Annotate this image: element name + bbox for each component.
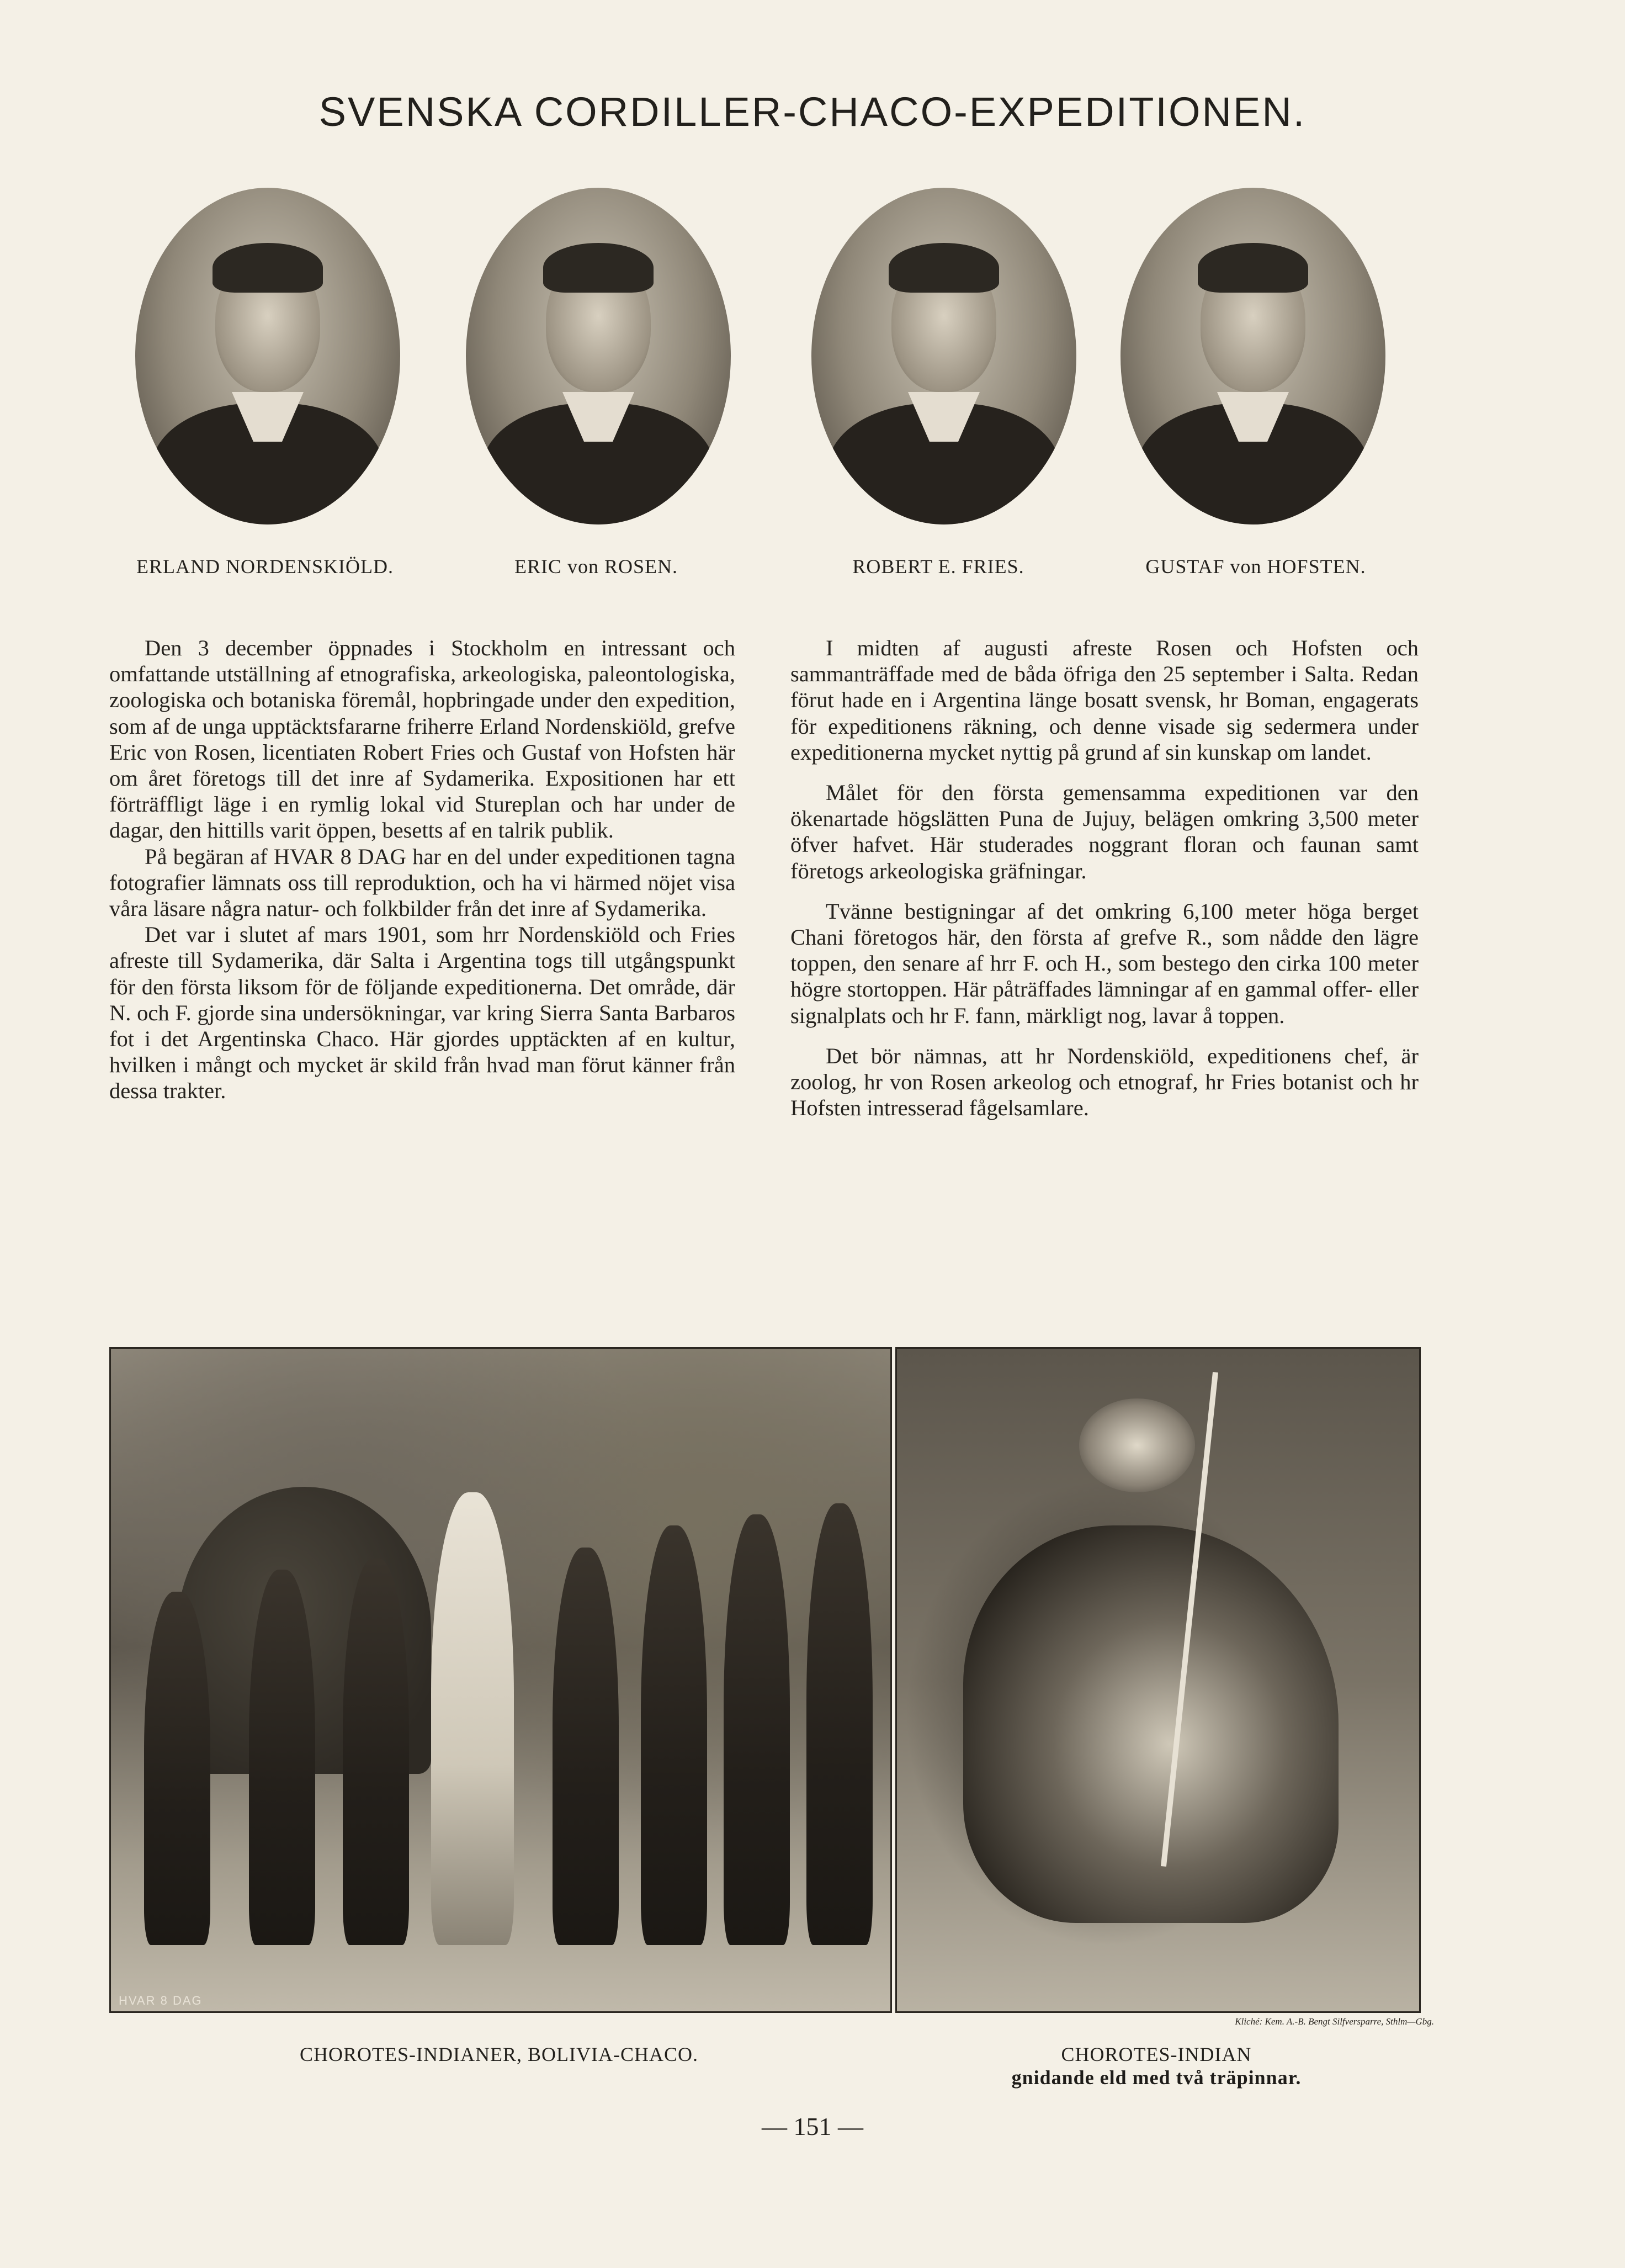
article-paragraph: Målet för den första gemensamma expeditionen var den ökenartade högslätten Puna de Jujuy, belägen omkring 3,500 meter öfver hafvet. Här studerades noggrant floran och faunan samt företogs arkeologiska gräfningar. bbox=[790, 780, 1419, 883]
photo-watermark: HVAR 8 DAG bbox=[119, 1994, 203, 2007]
article-paragraph: Det bör nämnas, att hr Nordenskiöld, expeditionens chef, är zoolog, hr von Rosen arkeolog och etnograf, hr Fries botanist och hr Hofsten intresserad fågelsamlare. bbox=[790, 1043, 1419, 1121]
article-paragraph: Tvänne bestigningar af det omkring 6,100 meter höga berget Chani företogos här, den första af grefve R., som nådde den lägre toppen, den senare af hrr F. och H., som bestego den cirka 100 meter högre stortoppen. Här påträffades lämningar af en gammal offer- eller signalplats och hr F. fann, märkligt nog, lavar å toppen. bbox=[790, 898, 1419, 1028]
person-figure bbox=[724, 1514, 790, 1945]
portrait-nordenskiold bbox=[135, 188, 400, 524]
person-figure bbox=[249, 1570, 315, 1945]
person-figure bbox=[431, 1492, 514, 1945]
portrait-hair bbox=[213, 243, 323, 293]
article-paragraph: Den 3 december öppnades i Stockholm en intressant och omfattande utställning af etnografiska, arkeologiska, paleontologiska, zoologiska och botaniska föremål, hopbringade under den expedition, som af de unga upptäcktsfararne friherre Erland Nordenskiöld, grefve Eric von Rosen, licentiaten Robert Fries och Gustaf von Hofsten här om året företogs till det inre af Sydamerika. Expositionen har ett förträffligt läge i en rymlig lokal vid Stureplan och har under de dagar, den hittills varit öppen, besetts af en talrik publik. bbox=[109, 635, 735, 843]
article-paragraph: På begäran af HVAR 8 DAG har en del under expeditionen tagna fotografier lämnats oss till reproduktion, och ha vi härmed nöjet visa våra läsare några natur- och folkbilder från det inre af Sydamerika. bbox=[109, 844, 735, 921]
caption-nordenskiold: ERLAND NORDENSKIÖLD. bbox=[136, 555, 394, 577]
person-figure bbox=[806, 1503, 873, 1945]
page-number: — 151 — bbox=[762, 2112, 863, 2140]
person-figure bbox=[343, 1559, 409, 1945]
seated-figure bbox=[963, 1525, 1339, 1923]
portrait-fries bbox=[811, 188, 1076, 524]
article-paragraph: Det var i slutet af mars 1901, som hrr Nordenskiöld och Fries afreste till Sydamerika, där Salta i Argentina togs till utgångspunkt för den första liksom för de följande expeditionerna. Det område, där N. och F. gjorde sina undersökningar, var kring Sierra Santa Barbaros fot i det Argentinska Chaco. Här gjordes upptäckten af en kultur, hvilken i mångt och mycket är skild från hvad man förut känner från dessa trakter. bbox=[109, 922, 735, 1104]
portrait-hofsten bbox=[1120, 188, 1385, 524]
portrait-hair bbox=[889, 243, 999, 293]
photo-chorotes-fire bbox=[895, 1347, 1421, 2013]
photo-caption-left: CHOROTES-INDIANER, BOLIVIA-CHACO. bbox=[300, 2043, 698, 2065]
article-column-left bbox=[109, 635, 735, 1104]
seated-figure-head bbox=[1079, 1398, 1195, 1492]
portrait-hair bbox=[1198, 243, 1308, 293]
page-title: SVENSKA CORDILLER-CHACO-EXPEDITIONEN. bbox=[318, 89, 1307, 135]
photo-subcaption-right: gnidande eld med två träpinnar. bbox=[1011, 2066, 1302, 2089]
portrait-hair bbox=[543, 243, 654, 293]
person-figure bbox=[641, 1525, 707, 1945]
person-figure bbox=[553, 1548, 619, 1945]
photo-credit: Kliché: Kem. A.-B. Bengt Silfversparre, Sthlm—Gbg. bbox=[1235, 2016, 1434, 2027]
article-column-right bbox=[790, 635, 1419, 1121]
photo-caption-right: CHOROTES-INDIAN bbox=[1061, 2043, 1252, 2065]
article-paragraph: I midten af augusti afreste Rosen och Hofsten och sammanträffade med de båda öfriga den 25 september i Salta. Redan förut hade en i Argentina länge bosatt svensk, hr Boman, engagerats för expeditionens räkning, och denne visade sig sedermera under expeditionerna mycket nyttig på grund af sin kunskap om landet. bbox=[790, 635, 1419, 765]
portrait-rosen bbox=[466, 188, 731, 524]
caption-hofsten: GUSTAF von HOFSTEN. bbox=[1145, 555, 1366, 577]
photo-chorotes-group bbox=[109, 1347, 892, 2013]
caption-rosen: ERIC von ROSEN. bbox=[514, 555, 678, 577]
caption-fries: ROBERT E. FRIES. bbox=[852, 555, 1024, 577]
person-figure bbox=[144, 1592, 210, 1945]
